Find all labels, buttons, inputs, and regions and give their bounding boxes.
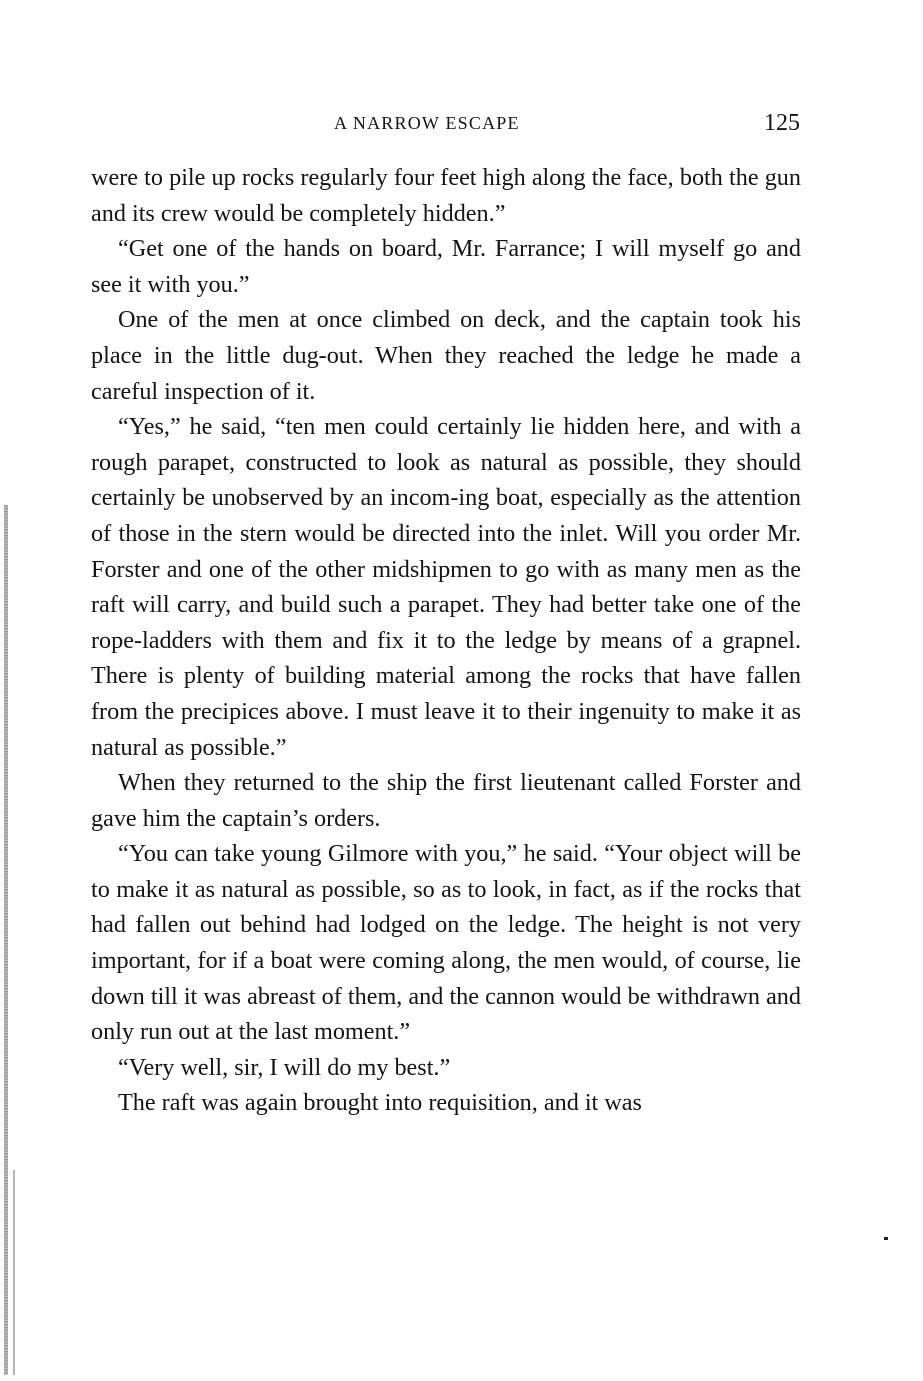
- paragraph: When they returned to the ship the first lieutenant called Forster and gave him the captain’s orders.: [91, 769, 801, 832]
- running-head: [88, 110, 800, 140]
- page-edge-mark: [884, 1237, 888, 1240]
- binding-edge-line: [13, 1170, 15, 1375]
- paragraph: were to pile up rocks regularly four feet high along the face, both the gun and its crew would be completely hidden.”: [91, 164, 801, 227]
- paragraph: “Get one of the hands on board, Mr. Farrance; I will myself go and see it with you.”: [91, 235, 801, 298]
- paragraph: “Very well, sir, I will do my best.”: [118, 1053, 451, 1081]
- body-text: [91, 160, 801, 1121]
- page-number: 125: [764, 110, 800, 136]
- binding-edge-shadow: [4, 505, 8, 1375]
- paragraph: The raft was again brought into requisition, and it was: [118, 1089, 642, 1117]
- chapter-title: A NARROW ESCAPE: [334, 113, 520, 133]
- paragraph: “Yes,” he said, “ten men could certainly lie hidden here, and with a rough parapet, constructed to look as natural as possible, they should certainly be unobserved by an incom-ing boat, especially as the attention of those in the stern would be directed into the inlet. Will you order Mr. Forster and one of the other midshipmen to go with as many men as the raft will carry, and build such a parapet. They had better take one of the rope-ladders with them and fix it to the ledge by means of a grapnel. There is plenty of building material among the rocks that have fallen from the precipices above. I must leave it to their ingenuity to make it as natural as possible.”: [91, 413, 801, 761]
- paragraph: One of the men at once climbed on deck, and the captain took his place in the little dug-out. When they reached the ledge he made a careful inspection of it.: [91, 306, 801, 405]
- paragraph: “You can take young Gilmore with you,” he said. “Your object will be to make it as natural as possible, so as to look, in fact, as if the rocks that had fallen out behind had lodged on the ledge. The height is not very important, for if a boat were coming along, the men would, of course, lie down till it was abreast of them, and the cannon would be withdrawn and only run out at the last moment.”: [91, 840, 801, 1046]
